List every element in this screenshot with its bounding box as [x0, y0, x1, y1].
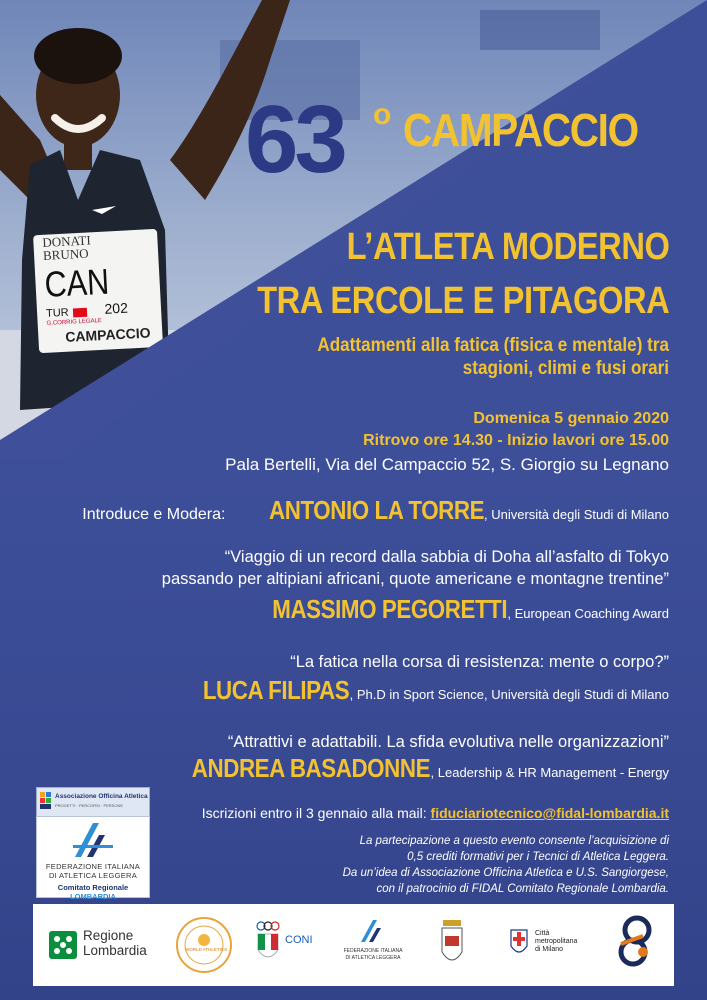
bib-code: CAN: [43, 260, 111, 305]
headline-line1: L’ATLETA MODERNO: [346, 226, 669, 268]
fidal-cr-region: LOMBARDIA: [70, 892, 116, 901]
comune-crest-icon: [439, 918, 465, 972]
regione-lombardia-label: [83, 928, 147, 958]
registration-email-link[interactable]: fiduciariotecnico@fidal-lombardia.it: [430, 805, 669, 821]
note-line4: con il patrocinio di FIDAL Comitato Regionale Lombardia.: [376, 883, 669, 895]
bib-sponsor-line2: BRUNO: [42, 245, 89, 263]
citta-line2: metropolitana: [535, 938, 578, 945]
regione-line1: Regione: [83, 928, 134, 943]
coni-label: CONI: [285, 934, 313, 946]
talk2-affiliation: , Ph.D in Sport Science, Università degli Studi di Milano: [349, 687, 669, 702]
registration-row: [202, 805, 669, 821]
edition-degree: o: [373, 98, 392, 131]
credits-note: [249, 833, 669, 897]
event-date-block: [363, 408, 669, 452]
moderator-intro: Introduce e Modera:: [82, 506, 226, 523]
note-line2: 0,5 crediti formativi per i Tecnici di Atletica Leggera.: [407, 851, 669, 863]
subtitle-line2: stagioni, climi e fusi orari: [462, 358, 669, 379]
coni-icon: [255, 920, 281, 966]
aoa-sub: PROGETTI · PERCORSI · PERSONE: [55, 803, 124, 808]
fidal-lombardia-logo: [36, 816, 150, 901]
sangiorgese-logo: [611, 904, 661, 986]
fidal-name-line1: FEDERAZIONE ITALIANA: [45, 862, 141, 871]
aoa-logo: [36, 787, 150, 817]
subtitle-line1: Adattamenti alla fatica (fisica e mentale) tra: [317, 335, 669, 356]
registration-text: Iscrizioni entro il 3 gennaio alla mail:: [201, 805, 427, 821]
fidal-sponsor-logo: [333, 904, 413, 986]
bib-sponsor-line1: DONATI: [41, 232, 92, 250]
sangiorgese-mascot-icon: [613, 914, 659, 976]
event-date: Domenica 5 gennaio 2020: [473, 410, 669, 427]
world-athletics-label: WORLD ATHLETICS: [185, 947, 228, 952]
event-title: CAMPACCIO: [403, 104, 638, 156]
fidal-sponsor-icon: [357, 918, 387, 944]
fidal-icon: [69, 821, 117, 859]
moderator-affiliation: , Università degli Studi di Milano: [484, 507, 669, 522]
world-athletics-badge-icon: [175, 916, 233, 974]
sponsor-logos-bar: [33, 904, 674, 986]
talk1-speaker: MASSIMO PEGORETTI: [272, 594, 508, 624]
note-line1: La partecipazione a questo evento consente l’acquisizione di: [359, 835, 669, 847]
citta-line1: Città: [535, 930, 550, 937]
coni-logo: [255, 904, 323, 986]
fidal-sponsor-line2: DI ATLETICA LEGGERA: [345, 955, 401, 961]
world-athletics-badge: [173, 904, 235, 986]
rosa-camuna-icon: [49, 931, 77, 959]
headline-line2: TRA ERCOLE E PITAGORA: [256, 280, 669, 322]
talk1-quote: [162, 546, 669, 590]
talk2-speaker-row: [179, 675, 669, 706]
regione-lombardia-logo: [47, 904, 157, 986]
fidal-sponsor-line1: FEDERAZIONE ITALIANA: [343, 948, 403, 954]
fidal-comitato: [37, 883, 149, 901]
fidal-name-line2: DI ATLETICA LEGGERA: [48, 871, 138, 880]
bib-country: TUR: [45, 306, 69, 320]
bib-event: CAMPACCIO: [64, 324, 151, 345]
talk1-affiliation: , European Coaching Award: [507, 606, 669, 621]
fidal-sponsor-label: [333, 948, 413, 962]
talk3-speaker: ANDREA BASADONNE: [192, 753, 431, 783]
aoa-icon: [40, 792, 52, 812]
event-times: Ritrovo ore 14.30 - Inizio lavori ore 15.00: [363, 432, 669, 449]
talk3-quote: [228, 731, 669, 753]
moderator-row: [82, 495, 669, 526]
note-line3: Da un’idea di Associazione Officina Atletica e U.S. Sangiorgese,: [342, 867, 669, 879]
citta-label: [535, 930, 577, 954]
talk3-quote-line1: “Attrattivi e adattabili. La sfida evolutiva nelle organizzazioni”: [227, 733, 669, 751]
subtitle: [255, 334, 669, 380]
fidal-cr-label: Comitato Regionale: [57, 883, 129, 892]
talk2-quote-line1: “La fatica nella corsa di resistenza: mente o corpo?”: [290, 653, 669, 671]
fidal-name: [41, 862, 145, 880]
talk1-quote-line1: “Viaggio di un record dalla sabbia di Doha all’asfalto di Tokyo: [224, 548, 669, 566]
aoa-name: Associazione Officina Atletica: [55, 793, 148, 800]
talk2-speaker: LUCA FILIPAS: [203, 675, 350, 705]
comune-crest: [437, 904, 467, 986]
event-venue: Pala Bertelli, Via del Campaccio 52, S. Giorgio su Legnano: [225, 455, 669, 474]
bib-number: 202: [104, 299, 129, 317]
bib-small-text: G.CORRIG LEGALE: [46, 317, 103, 327]
talk2-quote: [290, 651, 669, 673]
edition-number: 63: [245, 86, 344, 193]
talk3-speaker-row: [153, 753, 669, 784]
citta-crest-icon: [509, 928, 529, 958]
moderator-name: ANTONIO LA TORRE: [268, 495, 485, 525]
citta-line3: di Milano: [535, 946, 564, 953]
talk3-affiliation: , Leadership & HR Management - Energy: [430, 765, 669, 780]
talk1-quote-line2: passando per altipiani africani, quote americane e montagne trentine”: [161, 570, 669, 588]
regione-line2: Lombardia: [83, 943, 147, 958]
talk1-speaker-row: [234, 594, 669, 625]
citta-metropolitana-logo: [507, 904, 597, 986]
